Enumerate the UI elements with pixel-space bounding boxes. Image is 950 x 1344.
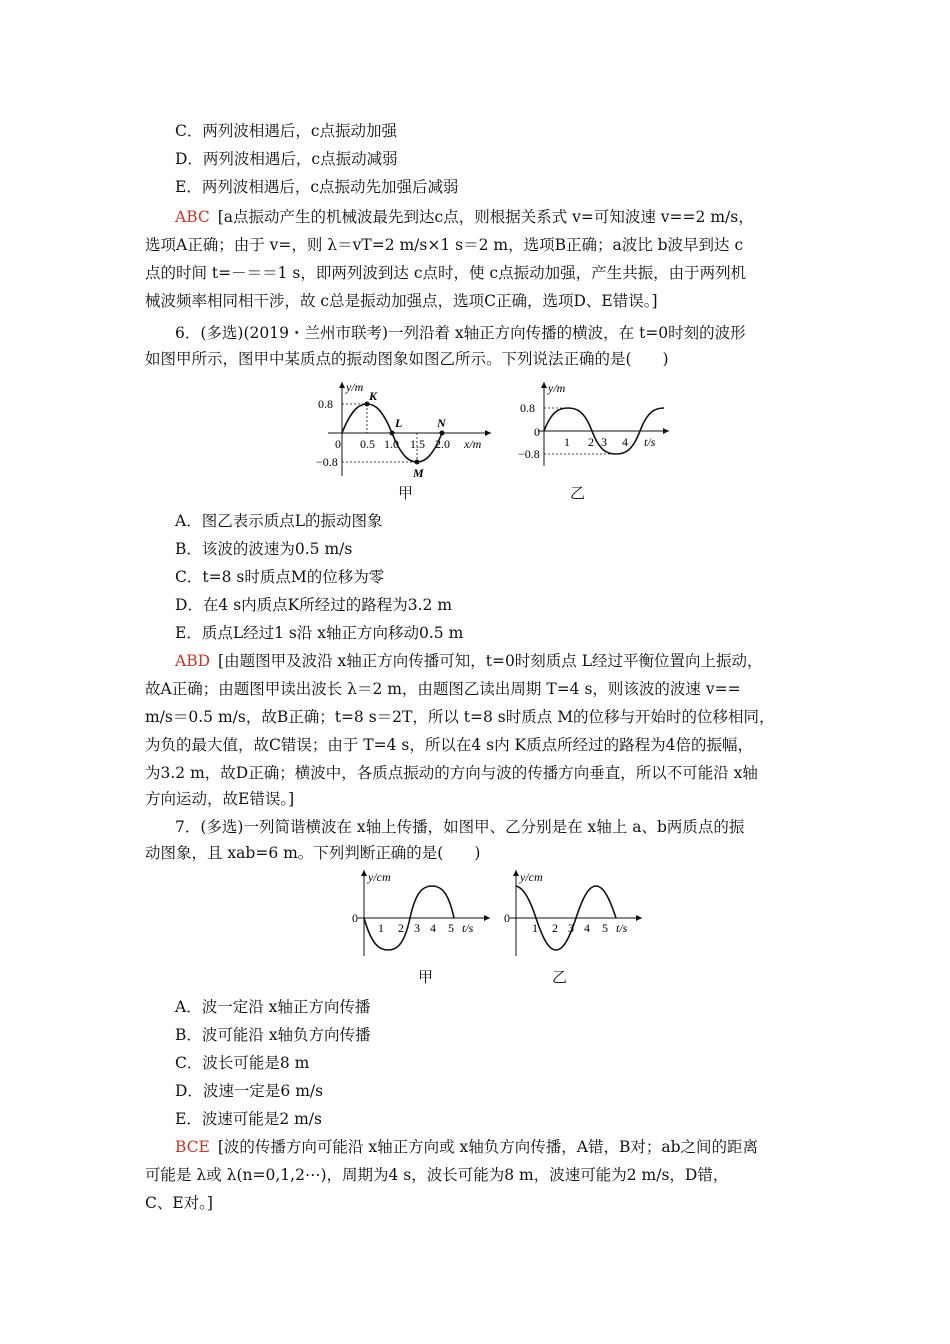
point-m-label: M [413, 466, 424, 478]
q5-answer-key: ABC [175, 208, 210, 226]
t-tick: 1 [378, 921, 384, 935]
t-tick: 4 [622, 435, 628, 449]
q6-explanation-line: m/s＝0.5 m/s，故B正确；t=8 s＝2T，所以 t=8 s时质点 M的位移与开始时的位移相同， [145, 708, 775, 726]
t-axis-label: t/s [616, 921, 628, 935]
y-axis-label: y/m [346, 380, 364, 394]
point-m [415, 460, 420, 465]
origin-label: 0 [352, 911, 358, 925]
t-axis-label: t/s [644, 435, 656, 449]
q6-caption-jia: 甲 [398, 484, 414, 502]
q7-stem-line: 7．(多选)一列简谐横波在 x轴上传播，如图甲、乙分别是在 x轴上 a、b两质点的振 [175, 818, 745, 836]
q5-explanation-line: ABC [a点振动产生的机械波最先到达c点，则根据关系式 v=可知波速 v==2 m/s， [175, 208, 754, 226]
q7-figure-yi [496, 866, 646, 958]
q6-option-d: D．在4 s内质点K所经过的路程为3.2 m [175, 596, 453, 614]
q7-option-d: D．波速一定是6 m/s [175, 1082, 324, 1100]
q5-option-e: E．两列波相遇后，c点振动先加强后减弱 [175, 178, 459, 196]
x-axis-label: x/m [464, 437, 482, 451]
t-tick: 1 [564, 435, 570, 449]
t-tick: 3 [568, 921, 574, 935]
t-tick: 5 [602, 921, 608, 935]
q5-explanation-line: 选项A正确；由于 v=，则 λ＝vT=2 m/s×1 s＝2 m，选项B正确；a波比 b波早到达 c [145, 236, 744, 254]
q6-stem-line: 6．(多选)(2019・兰州市联考)一列沿着 x轴正方向传播的横波，在 t=0时刻的波形 [175, 324, 746, 342]
x-tick: 2.0 [435, 437, 450, 451]
q7-option-e: E．波速可能是2 m/s [175, 1110, 322, 1128]
t-tick: 2 [588, 435, 594, 449]
q6-explanation-line: 故A正确；由题图甲读出波长 λ＝2 m，由题图乙读出周期 T=4 s，则该波的波速 v== [145, 680, 741, 698]
point-l-label: L [395, 416, 403, 430]
t-tick: 3 [601, 435, 607, 449]
y-tick: −0.8 [316, 455, 338, 469]
point-n [440, 431, 445, 436]
q7-explanation-line: 可能是 λ或 λ(n=0,1,2⋯)，周期为4 s，波长可能为8 m，波速可能为2 m/s，D错， [145, 1166, 729, 1184]
t-tick: 5 [448, 921, 454, 935]
q7-caption-yi: 乙 [552, 968, 568, 986]
t-tick: 2 [552, 921, 558, 935]
q6-figure-jia [316, 378, 496, 478]
x-tick: 0.5 [360, 437, 375, 451]
y-axis-label: y/cm [520, 870, 543, 884]
t-tick: 1 [532, 921, 538, 935]
origin-label: 0 [534, 425, 540, 439]
q6-option-c: C．t=8 s时质点M的位移为零 [175, 568, 385, 586]
y-tick: 0.8 [520, 401, 535, 415]
point-k-label: K [369, 389, 378, 403]
q6-explanation-line: 为3.2 m，故D正确；横波中，各质点振动的方向与波的传播方向垂直，所以不可能沿 x轴 [145, 764, 758, 782]
q6-explanation-line: ABD [由题图甲及波沿 x轴正方向传播可知，t=0时刻质点 L经过平衡位置向上振动， [175, 652, 763, 670]
q6-explanation-line: 为负的最大值，故C错误；由于 T=4 s，所以在4 s内 K质点所经过的路程为4倍的振幅， [145, 736, 753, 754]
origin-label: 0 [504, 911, 510, 925]
t-tick: 2 [398, 921, 404, 935]
x-tick: 1.0 [384, 437, 399, 451]
t-tick: 4 [430, 921, 436, 935]
point-n-label: N [437, 416, 446, 430]
t-tick: 4 [584, 921, 590, 935]
t-tick: 3 [414, 921, 420, 935]
q7-option-b: B．波可能沿 x轴负方向传播 [175, 1026, 371, 1044]
point-l [390, 431, 395, 436]
q7-answer-key: BCE [175, 1138, 210, 1156]
y-tick: 0.8 [318, 397, 333, 411]
t-axis-label: t/s [462, 921, 474, 935]
q6-figure-yi [514, 378, 674, 468]
q5-option-c: C．两列波相遇后，c点振动加强 [175, 122, 398, 140]
q7-option-c: C．波长可能是8 m [175, 1054, 310, 1072]
x-tick: 1.5 [410, 437, 425, 451]
q7-explanation-line: BCE [波的传播方向可能沿 x轴正方向或 x轴负方向传播，A错，B对；ab之间的距离 [175, 1138, 758, 1156]
q6-option-a: A．图乙表示质点L的振动图象 [175, 512, 383, 530]
q5-option-d: D．两列波相遇后，c点振动减弱 [175, 150, 398, 168]
q6-stem-line: 如图甲所示，图甲中某质点的振动图象如图乙所示。下列说法正确的是( ) [145, 350, 669, 368]
y-axis-label: y/cm [368, 870, 391, 884]
q6-answer-key: ABD [175, 652, 211, 670]
q6-explanation-line: 方向运动，故E错误。] [145, 790, 295, 808]
q7-option-a: A．波一定沿 x轴正方向传播 [175, 998, 371, 1016]
q6-caption-yi: 乙 [570, 484, 586, 502]
q7-stem-line: 动图象，且 xab=6 m。下列判断正确的是( ) [145, 844, 481, 862]
q7-figure-jia [344, 866, 494, 958]
y-axis-label: y/m [548, 381, 566, 395]
y-tick: −0.8 [518, 447, 540, 461]
q7-explanation-line: C、E对。] [145, 1194, 213, 1212]
q5-explanation-line: 械波频率相同相干涉，故 c总是振动加强点，选项C正确，选项D、E错误。] [145, 292, 658, 310]
q5-explanation-line: 点的时间 t=－＝＝1 s，即两列波到达 c点时，使 c点振动加强，产生共振，由于两列机 [145, 264, 747, 282]
q7-caption-jia: 甲 [418, 968, 434, 986]
q6-option-e: E．质点L经过1 s沿 x轴正方向移动0.5 m [175, 624, 464, 642]
q6-option-b: B．该波的波速为0.5 m/s [175, 540, 353, 558]
origin-label: 0 [335, 437, 341, 451]
